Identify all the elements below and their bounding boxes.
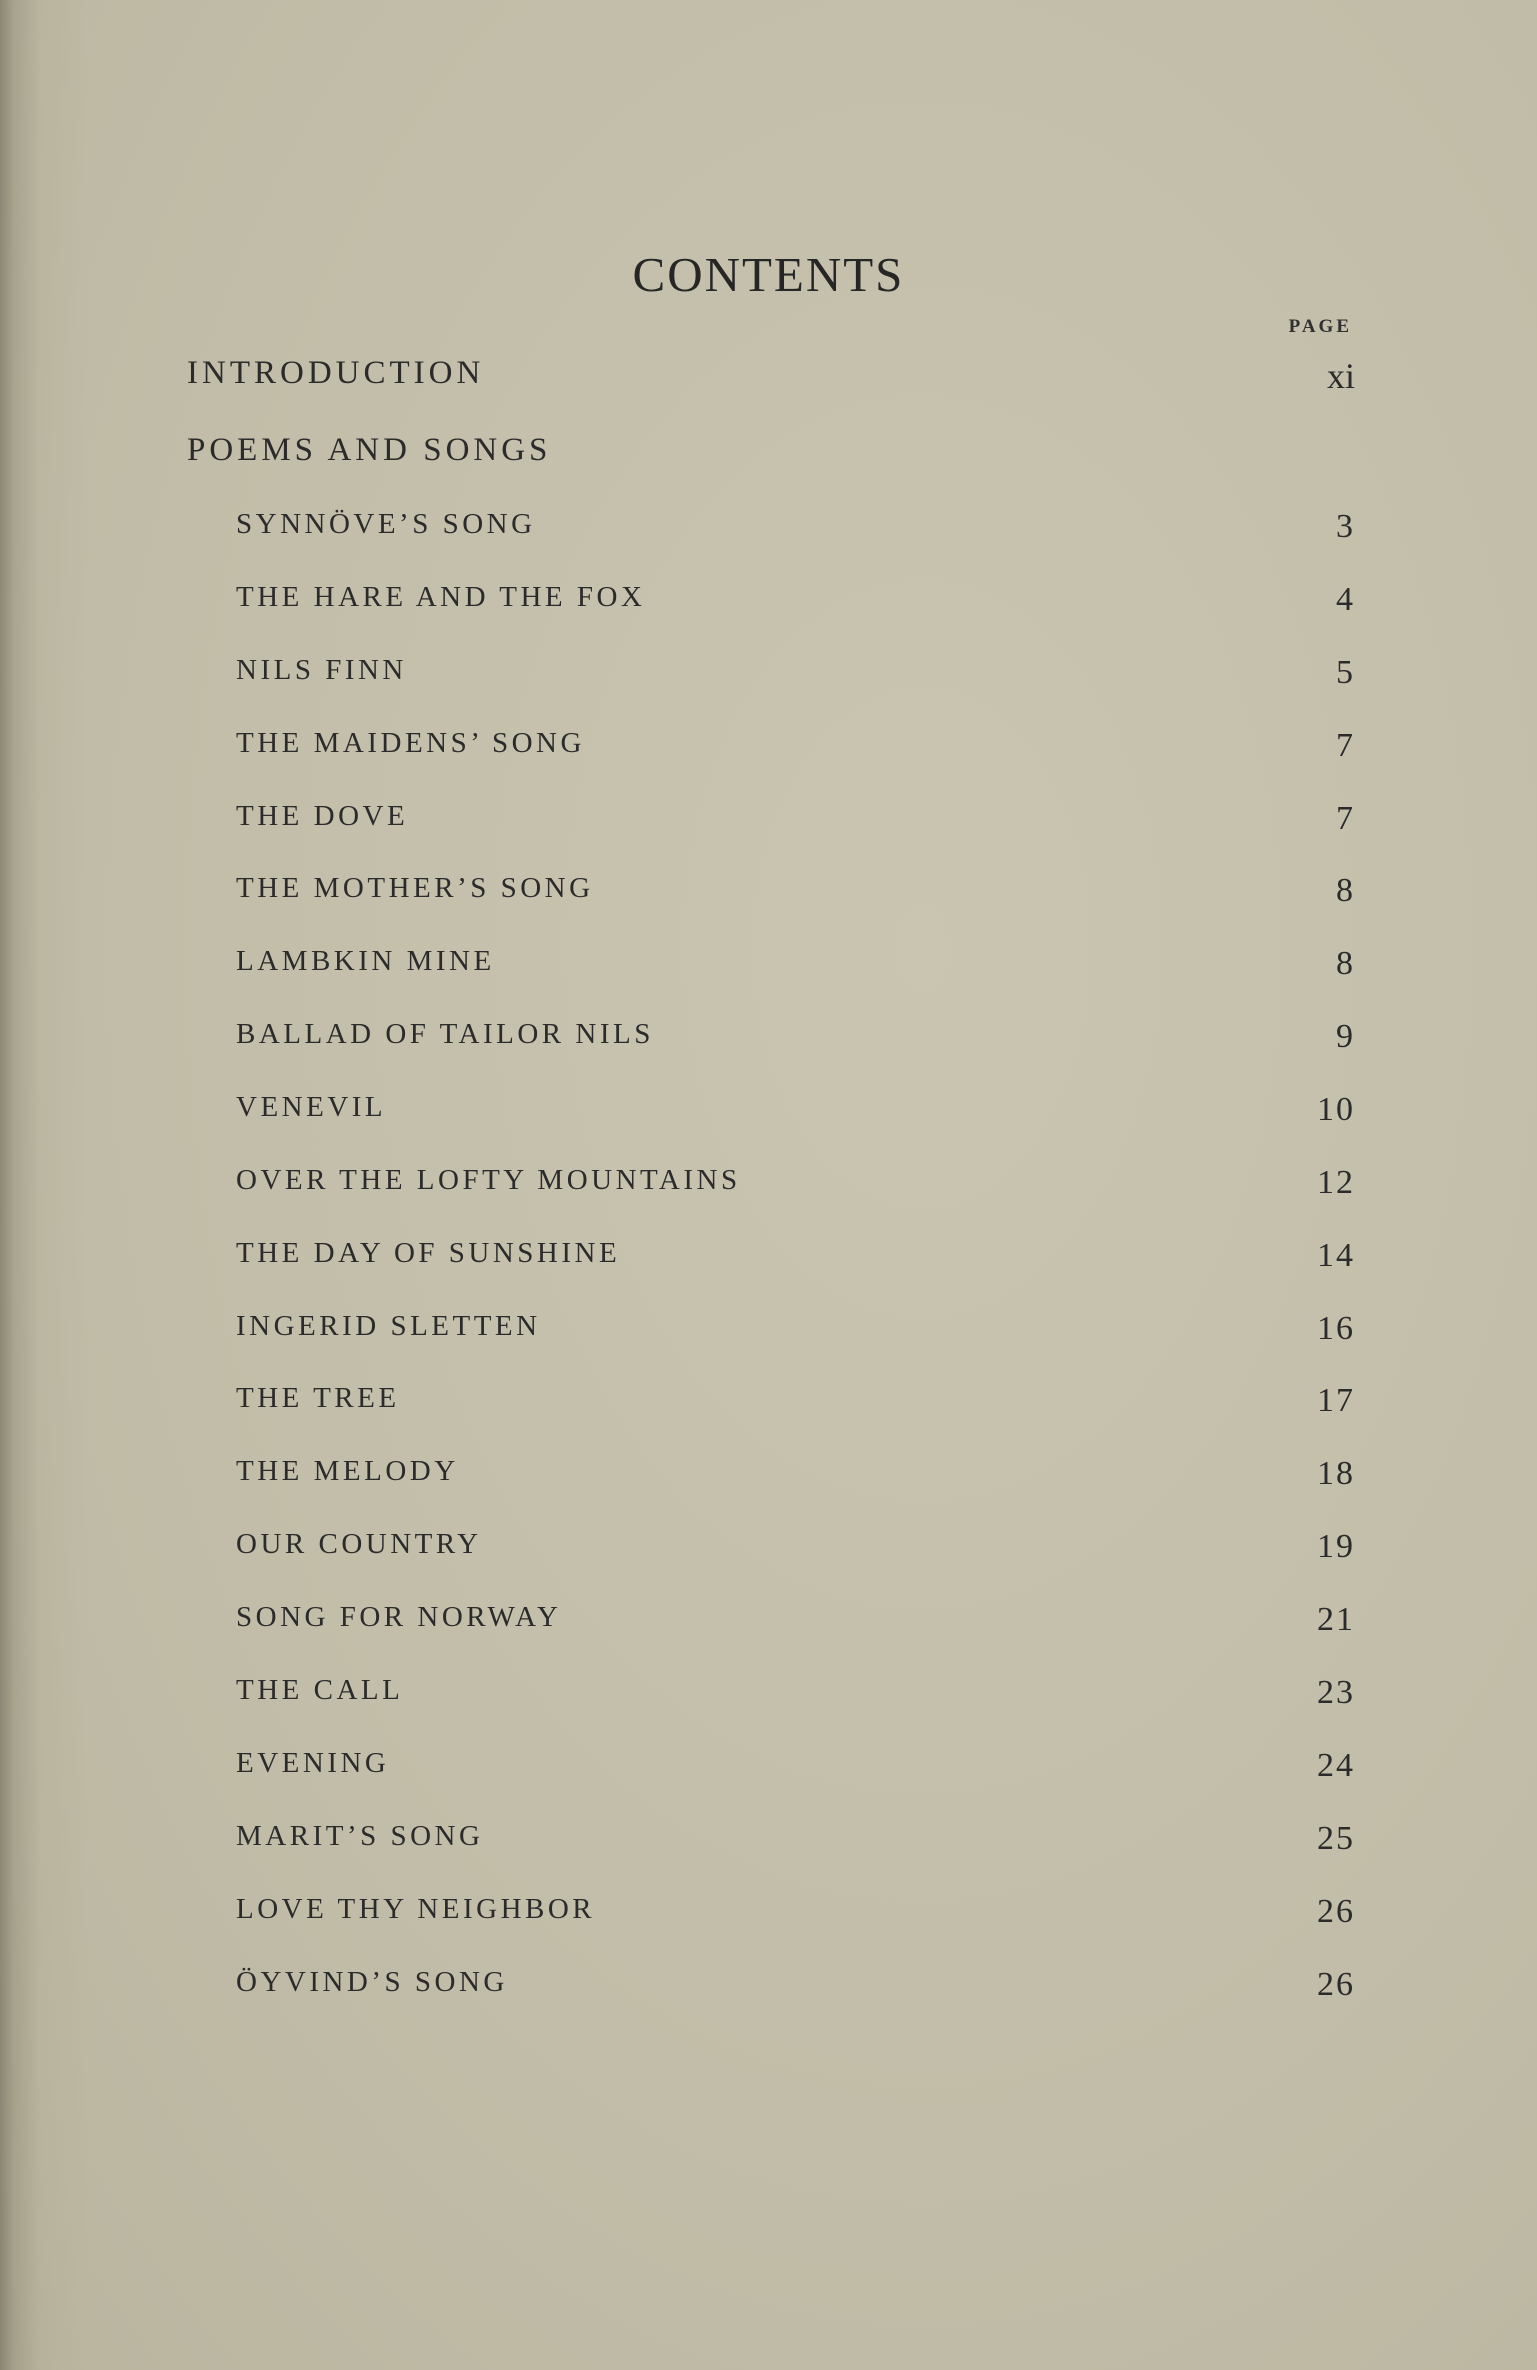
toc-entry-page: 12 — [1317, 1164, 1355, 1201]
toc-entry-label: MARIT’S SONG — [236, 1820, 484, 1852]
toc-entry[interactable] — [0, 654, 1537, 714]
toc-entry[interactable] — [0, 872, 1537, 932]
toc-entry-label: SYNNÖVE’S SONG — [236, 508, 536, 540]
toc-entry-page: 4 — [1336, 581, 1355, 618]
toc-entry-label: OUR COUNTRY — [236, 1528, 482, 1560]
toc-entry-label: THE DAY OF SUNSHINE — [236, 1237, 621, 1269]
toc-entry-label: THE DOVE — [236, 800, 409, 832]
toc-entry-label: BALLAD OF TAILOR NILS — [236, 1018, 654, 1050]
toc-entry-page: 7 — [1336, 727, 1355, 764]
toc-entry[interactable] — [0, 1164, 1537, 1224]
toc-entry[interactable] — [0, 1674, 1537, 1734]
toc-entry-label: NILS FINN — [236, 654, 407, 686]
toc-entry-page: 17 — [1317, 1382, 1355, 1419]
toc-entry-label: INTRODUCTION — [187, 355, 485, 391]
toc-entry-label: THE MAIDENS’ SONG — [236, 727, 585, 759]
toc-entry-label: ÖYVIND’S SONG — [236, 1966, 508, 1998]
toc-entry-label: THE MELODY — [236, 1455, 459, 1487]
toc-entry[interactable] — [0, 508, 1537, 568]
toc-entry-page: 7 — [1336, 800, 1355, 837]
toc-entry-page: 18 — [1317, 1455, 1355, 1492]
toc-entry-label: EVENING — [236, 1747, 390, 1779]
toc-entry-label: INGERID SLETTEN — [236, 1310, 541, 1342]
toc-entry-page: 9 — [1336, 1018, 1355, 1055]
toc-entry-label: SONG FOR NORWAY — [236, 1601, 562, 1633]
toc-entry-introduction[interactable] — [0, 355, 1537, 415]
toc-entry-label: LOVE THY NEIGHBOR — [236, 1893, 596, 1925]
toc-entry-page: 23 — [1317, 1674, 1355, 1711]
toc-entry[interactable] — [0, 945, 1537, 1005]
page-title: CONTENTS — [632, 247, 905, 302]
toc-entry-page: 16 — [1317, 1310, 1355, 1347]
toc-entry[interactable] — [0, 1310, 1537, 1370]
toc-entry-page: 14 — [1317, 1237, 1355, 1274]
toc-entry[interactable] — [0, 800, 1537, 860]
toc-entry[interactable] — [0, 1966, 1537, 2026]
toc-entry[interactable] — [0, 1893, 1537, 1953]
toc-section-poems-and-songs[interactable] — [0, 432, 1537, 492]
toc-section-label: POEMS AND SONGS — [187, 432, 552, 468]
toc-entry-page: 10 — [1317, 1091, 1355, 1128]
toc-entry[interactable] — [0, 1820, 1537, 1880]
toc-entry-page: 8 — [1336, 872, 1355, 909]
toc-entry[interactable] — [0, 1091, 1537, 1151]
toc-entry-page: 5 — [1336, 654, 1355, 691]
toc-entry-page: xi — [1326, 356, 1355, 396]
toc-entry-label: THE CALL — [236, 1674, 404, 1706]
toc-entry[interactable] — [0, 1237, 1537, 1297]
toc-entry-label: THE HARE AND THE FOX — [236, 581, 646, 613]
toc-entry[interactable] — [0, 1747, 1537, 1807]
toc-entry[interactable] — [0, 1528, 1537, 1588]
toc-entry-page: 21 — [1317, 1601, 1355, 1638]
toc-entry-page: 19 — [1317, 1528, 1355, 1565]
toc-entry-page: 25 — [1317, 1820, 1355, 1857]
toc-entry[interactable] — [0, 1601, 1537, 1661]
toc-entry[interactable] — [0, 581, 1537, 641]
toc-entry-label: VENEVIL — [236, 1091, 387, 1123]
toc-entry-label: THE TREE — [236, 1382, 400, 1414]
toc-entry[interactable] — [0, 1455, 1537, 1515]
toc-entry-label: LAMBKIN MINE — [236, 945, 495, 977]
toc-entry-page: 3 — [1336, 508, 1355, 545]
toc-entry-label: OVER THE LOFTY MOUNTAINS — [236, 1164, 741, 1196]
toc-entry-page: 26 — [1317, 1966, 1355, 2003]
toc-entry[interactable] — [0, 1382, 1537, 1442]
toc-entry-page: 26 — [1317, 1893, 1355, 1930]
toc-entry-label: THE MOTHER’S SONG — [236, 872, 594, 904]
toc-entry-page: 24 — [1317, 1747, 1355, 1784]
toc-entry[interactable] — [0, 727, 1537, 787]
page-column-header: PAGE — [1288, 316, 1352, 337]
toc-entry-page: 8 — [1336, 945, 1355, 982]
toc-entry[interactable] — [0, 1018, 1537, 1078]
